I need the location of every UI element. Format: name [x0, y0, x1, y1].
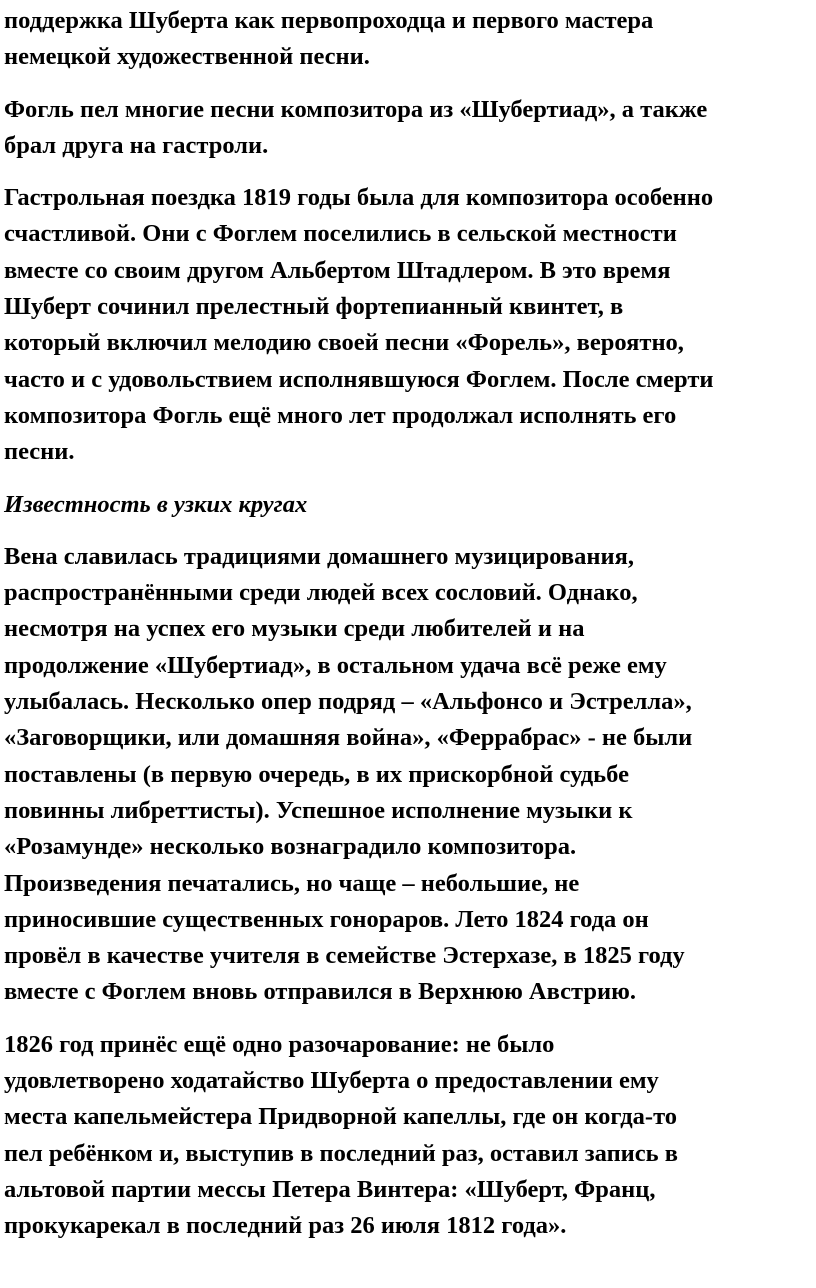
text-line: песни. [4, 438, 75, 466]
paragraph-vienna-music [4, 539, 812, 1011]
text-line: прокукарекал в последний раз 26 июля 1812 года». [4, 1212, 567, 1240]
text-line: вместе со своим другом Альбертом Штадлером. В это время [4, 256, 671, 284]
text-line: поддержка Шуберта как первопроходца и первого мастера [4, 7, 654, 34]
text-line: который включил мелодию своей песни «Форель», вероятно, [4, 329, 684, 357]
paragraph-vogl-songs [4, 92, 812, 165]
text-line: провёл в качестве учителя в семействе Эстерхазе, в 1825 году [4, 942, 685, 970]
text-line: вместе с Фоглем вновь отправился в Верхнюю Австрию. [4, 978, 636, 1006]
paragraph-1826-disappointment [4, 1027, 812, 1245]
text-line: Произведения печатались, но чаще – небольшие, не [4, 869, 580, 897]
text-line: Гастрольная поездка 1819 годы была для композитора особенно [4, 184, 714, 212]
text-line: брал друга на гастроли. [4, 131, 269, 159]
text-line: немецкой художественной песни. [4, 43, 370, 71]
text-line: Шуберт сочинил прелестный фортепианный квинтет, в [4, 293, 624, 321]
text-line: Вена славилась традициями домашнего музицирования, [4, 542, 635, 570]
text-line: счастливой. Они с Фоглем поселились в сельской местности [4, 220, 677, 248]
text-line: приносившие существенных гонораров. Лето 1824 года он [4, 905, 649, 933]
text-line: 1826 год принёс ещё одно разочарование: не было [4, 1030, 555, 1058]
text-line: места капельмейстера Придворной капеллы, где он когда-то [4, 1103, 678, 1131]
text-line: продолжение «Шубертиад», в остальном удача всё реже ему [4, 651, 667, 679]
text-line: улыбалась. Несколько опер подряд – «Альфонсо и Эстрелла», [4, 688, 692, 716]
text-line: несмотря на успех его музыки среди любителей и на [4, 615, 585, 643]
text-line: поставлены (в первую очередь, в их прискорбной судьбе [4, 760, 629, 788]
section-heading [4, 487, 812, 523]
text-line: «Заговорщики, или домашняя война», «Феррабрас» - не были [4, 724, 693, 752]
text-line: композитора Фогль ещё много лет продолжал исполнять его [4, 401, 677, 429]
text-line: «Розамунде» несколько вознаградило композитора. [4, 833, 577, 861]
text-line: альтовой партии мессы Петера Винтера: «Шуберт, Франц, [4, 1175, 656, 1203]
paragraph-schubert-support [4, 3, 812, 76]
paragraph-tour-1819 [4, 180, 812, 470]
section-heading-text: Известность в узких кругах [4, 490, 308, 518]
text-line: распространёнными среди людей всех сословий. Однако, [4, 579, 638, 607]
text-line: удовлетворено ходатайство Шуберта о предоставлении ему [4, 1067, 659, 1095]
text-line: повинны либреттисты). Успешное исполнение музыки к [4, 796, 633, 824]
text-line: часто и с удовольствием исполнявшуюся Фоглем. После смерти [4, 365, 714, 393]
document-page [4, 0, 812, 1261]
text-line: Фогль пел многие песни композитора из «Шубертиад», а также [4, 95, 708, 123]
text-line: пел ребёнком и, выступив в последний раз, оставил запись в [4, 1139, 678, 1167]
